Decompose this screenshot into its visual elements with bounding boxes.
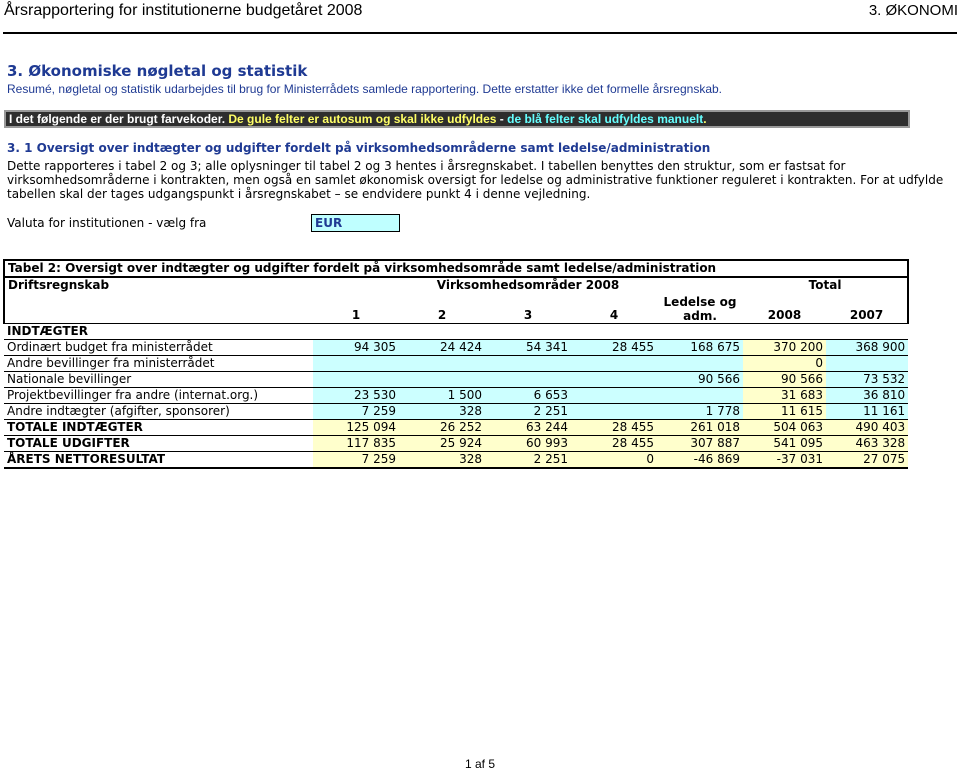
color-code-intro: I det følgende er der brugt farvekoder. [9, 112, 226, 126]
cell-input[interactable] [826, 356, 908, 372]
cell-input[interactable]: 54 341 [485, 340, 571, 356]
cell-input[interactable]: 7 259 [313, 404, 399, 420]
cell-autosum: 28 455 [571, 420, 657, 436]
cell-input[interactable] [313, 356, 399, 372]
instructions-line: tabellen skal der tages udgangspunkt i årsregnskabet – se endvidere punkt 4 i denne vejledning. [7, 187, 591, 201]
cell-input[interactable]: 11 161 [826, 404, 908, 420]
cell-autosum: 490 403 [826, 420, 908, 436]
cell-input[interactable]: 24 424 [399, 340, 485, 356]
col-header-2007: 2007 [826, 293, 908, 324]
row-label: Nationale bevillinger [4, 372, 313, 388]
cell-input[interactable]: 28 455 [571, 340, 657, 356]
cell-autosum: 0 [571, 452, 657, 469]
row-label: ÅRETS NETTORESULTAT [7, 452, 166, 466]
table-caption-row [4, 260, 908, 277]
header-virksomhedsomraader: Virksomhedsområder 2008 [436, 278, 620, 292]
table-row [4, 356, 908, 372]
cell-autosum: 90 566 [743, 372, 826, 388]
table-caption: Tabel 2: Oversigt over indtægter og udgifter fordelt på virksomhedsområde samt ledelse/administration [4, 260, 908, 277]
color-code-separator: - [496, 112, 508, 126]
cell-input[interactable]: 328 [399, 404, 485, 420]
cell-input[interactable] [399, 356, 485, 372]
header-divider [3, 32, 957, 34]
cell-autosum: 504 063 [743, 420, 826, 436]
cell-autosum: 7 259 [313, 452, 399, 469]
color-code-period: . [703, 112, 707, 126]
row-label: Ordinært budget fra ministerrådet [4, 340, 313, 356]
instructions-paragraph [7, 159, 944, 201]
cell-input[interactable]: 2 251 [485, 404, 571, 420]
cell-autosum: 2 251 [485, 452, 571, 469]
currency-select[interactable]: EUR [311, 214, 400, 232]
cell-input[interactable]: 368 900 [826, 340, 908, 356]
table-row [4, 404, 908, 420]
cell-input[interactable] [657, 388, 743, 404]
row-label: Andre bevillinger fra ministerrådet [4, 356, 313, 372]
cell-autosum: 125 094 [313, 420, 399, 436]
instructions-line: Dette rapporteres i tabel 2 og 3; alle oplysninger til tabel 2 og 3 hentes i årsregnskabet. I tabellen benyttes den struktur, som er fastsat for [7, 159, 846, 173]
cell-autosum: 463 328 [826, 436, 908, 452]
section-title: 3. Økonomiske nøgletal og statistik [7, 62, 308, 80]
cell-input[interactable] [571, 388, 657, 404]
row-label: Projektbevillinger fra andre (internat.org.) [4, 388, 313, 404]
header-driftsregnskab: Driftsregnskab [4, 277, 313, 324]
row-label: Andre indtægter (afgifter, sponsorer) [4, 404, 313, 420]
cell-input[interactable] [571, 356, 657, 372]
cell-autosum: 541 095 [743, 436, 826, 452]
cell-autosum: -46 869 [657, 452, 743, 469]
cell-input[interactable]: 90 566 [657, 372, 743, 388]
cell-autosum: -37 031 [743, 452, 826, 469]
yellow-fields-note: De gule felter er autosum og skal ikke udfyldes [225, 112, 497, 126]
document-title: Årsrapportering for institutionerne budgetåret 2008 [4, 2, 363, 19]
header-total: Total [743, 277, 908, 293]
section-indicator: 3. ØKONOMI [868, 2, 958, 19]
cell-input[interactable] [313, 372, 399, 388]
group-label: INDTÆGTER [4, 324, 313, 340]
cell-autosum: 26 252 [399, 420, 485, 436]
cell-autosum: 11 615 [743, 404, 826, 420]
cell-input[interactable]: 1 778 [657, 404, 743, 420]
table-row-net-result [4, 452, 908, 469]
cell-input[interactable]: 73 532 [826, 372, 908, 388]
col-header-2: 2 [437, 308, 447, 322]
group-row-income [4, 324, 908, 340]
cell-input[interactable] [399, 372, 485, 388]
color-code-banner [4, 110, 910, 128]
cell-autosum: 28 455 [571, 436, 657, 452]
cell-autosum: 63 244 [485, 420, 571, 436]
row-label: TOTALE INDTÆGTER [4, 420, 313, 436]
income-expense-table [3, 259, 909, 469]
cell-autosum: 328 [399, 452, 485, 469]
table-row [4, 340, 908, 356]
col-header-ledelse: Ledelse og adm. [663, 295, 737, 323]
table-row [4, 388, 908, 404]
row-label: TOTALE UDGIFTER [4, 436, 313, 452]
cell-input[interactable]: 6 653 [485, 388, 571, 404]
cell-input[interactable]: 23 530 [313, 388, 399, 404]
instructions-line: virksomhedsområderne i kontrakten, men også en samlet økonomisk oversigt for ledelse og administrative funktioner reguleret i kontrakten. For at udfylde [7, 173, 944, 187]
cell-autosum: 307 887 [657, 436, 743, 452]
cell-input[interactable]: 1 500 [399, 388, 485, 404]
cell-input[interactable]: 36 810 [826, 388, 908, 404]
currency-label: Valuta for institutionen - vælg fra [7, 216, 207, 230]
table-row-total-expenses [4, 436, 908, 452]
cell-autosum: 370 200 [743, 340, 826, 356]
cell-autosum: 31 683 [743, 388, 826, 404]
col-header-2008: 2008 [767, 308, 802, 322]
table-header-row [4, 277, 908, 293]
cell-input[interactable]: 94 305 [313, 340, 399, 356]
table-row-total-income [4, 420, 908, 436]
cell-input[interactable]: 168 675 [657, 340, 743, 356]
cell-input[interactable] [485, 356, 571, 372]
cell-autosum: 261 018 [657, 420, 743, 436]
cell-autosum: 27 075 [826, 452, 908, 469]
cell-autosum: 60 993 [485, 436, 571, 452]
cell-input[interactable] [485, 372, 571, 388]
cell-input[interactable] [571, 404, 657, 420]
blue-fields-note: de blå felter skal udfyldes manuelt [507, 112, 704, 126]
cell-autosum: 0 [743, 356, 826, 372]
cell-autosum: 117 835 [313, 436, 399, 452]
cell-autosum: 25 924 [399, 436, 485, 452]
table-row [4, 372, 908, 388]
col-header-1: 1 [351, 308, 361, 322]
page-number: 1 af 5 [464, 757, 496, 771]
col-header-4: 4 [609, 308, 619, 322]
cell-input[interactable] [571, 372, 657, 388]
cell-input[interactable] [657, 356, 743, 372]
col-header-3: 3 [523, 308, 533, 322]
subsection-title: 3. 1 Oversigt over indtægter og udgifter fordelt på virksomhedsområderne samt ledelse/administration [7, 141, 711, 155]
section-subtitle: Resumé, nøgletal og statistik udarbejdes til brug for Ministerrådets samlede rapportering. Dette erstatter ikke det formelle årsregnskab. [7, 82, 722, 96]
